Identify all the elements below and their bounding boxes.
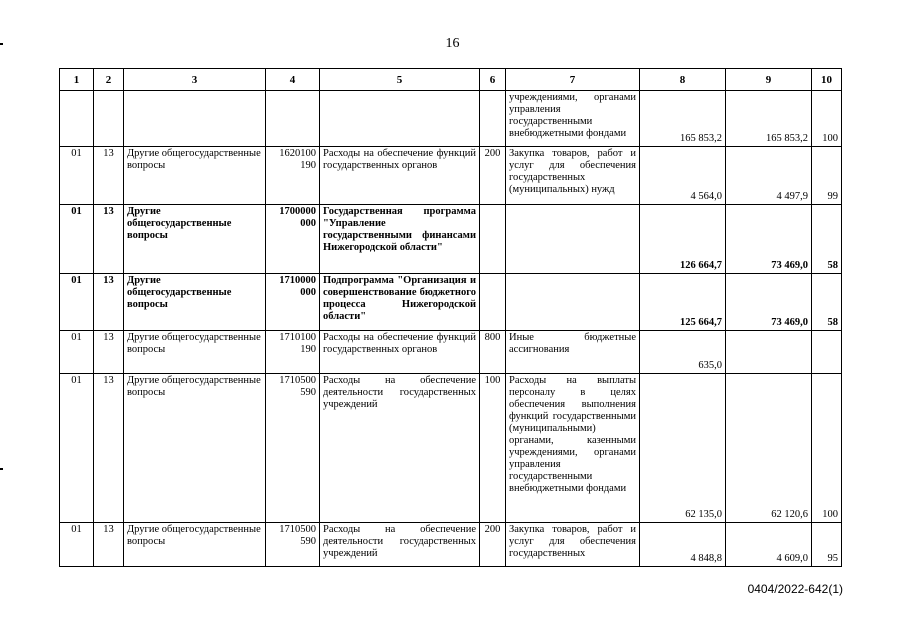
header-cell: 4 (266, 69, 320, 91)
executed-amount: 73 469,0 (726, 274, 812, 331)
header-cell: 1 (60, 69, 94, 91)
section-code: 01 (60, 331, 94, 374)
expense-type-name: Расходы на выплаты персоналу в целях обеспечения выполнения функций государственными (муниципальными) органами, казенными учреждениями, органами управления государственными внебюджетными фондами (506, 374, 640, 523)
expense-type-code: 200 (480, 147, 506, 205)
target-article-code: 1710500 590 (266, 374, 320, 523)
section-code (60, 91, 94, 147)
section-code: 01 (60, 523, 94, 567)
section-name: Другие общегосударственные вопросы (124, 205, 266, 274)
section-name: Другие общегосударственные вопросы (124, 331, 266, 374)
execution-percent (812, 331, 842, 374)
expense-type-name: Закупка товаров, работ и услуг для обеспечения государственных (муниципальных) нужд (506, 147, 640, 205)
target-article-code: 1710000 000 (266, 274, 320, 331)
header-cell: 6 (480, 69, 506, 91)
table-row (60, 523, 842, 567)
expense-type-code: 100 (480, 374, 506, 523)
expense-type-name (506, 274, 640, 331)
target-article-name: Расходы на обеспечение функций государственных органов (320, 331, 480, 374)
page-number: 16 (445, 36, 460, 51)
budget-table (59, 68, 842, 567)
executed-amount: 73 469,0 (726, 205, 812, 274)
target-article-name: Государственная программа "Управление государственными финансами Нижегородской области" (320, 205, 480, 274)
execution-percent: 58 (812, 205, 842, 274)
executed-amount: 4 497,9 (726, 147, 812, 205)
planned-amount: 4 564,0 (640, 147, 726, 205)
expense-type-code (480, 274, 506, 331)
header-cell: 3 (124, 69, 266, 91)
subsection-code: 13 (94, 274, 124, 331)
expense-type-name: Иные бюджетные ассигнования (506, 331, 640, 374)
executed-amount: 62 120,6 (726, 374, 812, 523)
section-code: 01 (60, 205, 94, 274)
execution-percent: 100 (812, 91, 842, 147)
header-cell: 8 (640, 69, 726, 91)
section-code: 01 (60, 147, 94, 205)
table-row (60, 205, 842, 274)
target-article-name: Расходы на обеспечение функций государственных органов (320, 147, 480, 205)
header-cell: 10 (812, 69, 842, 91)
section-name: Другие общегосударственные вопросы (124, 374, 266, 523)
header-cell: 2 (94, 69, 124, 91)
table-row (60, 374, 842, 523)
table-row (60, 274, 842, 331)
subsection-code: 13 (94, 374, 124, 523)
target-article-name: Расходы на обеспечение деятельности государственных учреждений (320, 374, 480, 523)
header-cell: 7 (506, 69, 640, 91)
expense-type-code: 200 (480, 523, 506, 567)
subsection-code (94, 91, 124, 147)
executed-amount: 165 853,2 (726, 91, 812, 147)
section-name: Другие общегосударственные вопросы (124, 523, 266, 567)
executed-amount (726, 331, 812, 374)
execution-percent: 100 (812, 374, 842, 523)
expense-type-code: 800 (480, 331, 506, 374)
target-article-code: 1620100 190 (266, 147, 320, 205)
expense-type-name: Закупка товаров, работ и услуг для обеспечения государственных (506, 523, 640, 567)
executed-amount: 4 609,0 (726, 523, 812, 567)
target-article-code: 1710100 190 (266, 331, 320, 374)
planned-amount: 635,0 (640, 331, 726, 374)
section-name (124, 91, 266, 147)
planned-amount: 62 135,0 (640, 374, 726, 523)
section-code: 01 (60, 274, 94, 331)
subsection-code: 13 (94, 205, 124, 274)
header-cell: 5 (320, 69, 480, 91)
table-header-row (60, 69, 842, 91)
expense-type-name: учреждениями, органами управления государственными внебюджетными фондами (506, 91, 640, 147)
left-margin-mark-bottom (0, 468, 3, 470)
target-article-code: 1700000 000 (266, 205, 320, 274)
target-article-code (266, 91, 320, 147)
document-id: 0404/2022-642(1) (747, 582, 843, 596)
section-name: Другие общегосударственные вопросы (124, 147, 266, 205)
execution-percent: 58 (812, 274, 842, 331)
target-article-name: Расходы на обеспечение деятельности государственных учреждений (320, 523, 480, 567)
subsection-code: 13 (94, 331, 124, 374)
target-article-code: 1710500 590 (266, 523, 320, 567)
table-row (60, 91, 842, 147)
header-cell: 9 (726, 69, 812, 91)
planned-amount: 165 853,2 (640, 91, 726, 147)
planned-amount: 125 664,7 (640, 274, 726, 331)
target-article-name: Подпрограмма "Организация и совершенствование бюджетного процесса Нижегородской области" (320, 274, 480, 331)
section-code: 01 (60, 374, 94, 523)
expense-type-code (480, 205, 506, 274)
expense-type-name (506, 205, 640, 274)
subsection-code: 13 (94, 147, 124, 205)
table-row (60, 331, 842, 374)
section-name: Другие общегосударственные вопросы (124, 274, 266, 331)
planned-amount: 4 848,8 (640, 523, 726, 567)
planned-amount: 126 664,7 (640, 205, 726, 274)
subsection-code: 13 (94, 523, 124, 567)
expense-type-code (480, 91, 506, 147)
table-row (60, 147, 842, 205)
execution-percent: 95 (812, 523, 842, 567)
execution-percent: 99 (812, 147, 842, 205)
target-article-name (320, 91, 480, 147)
